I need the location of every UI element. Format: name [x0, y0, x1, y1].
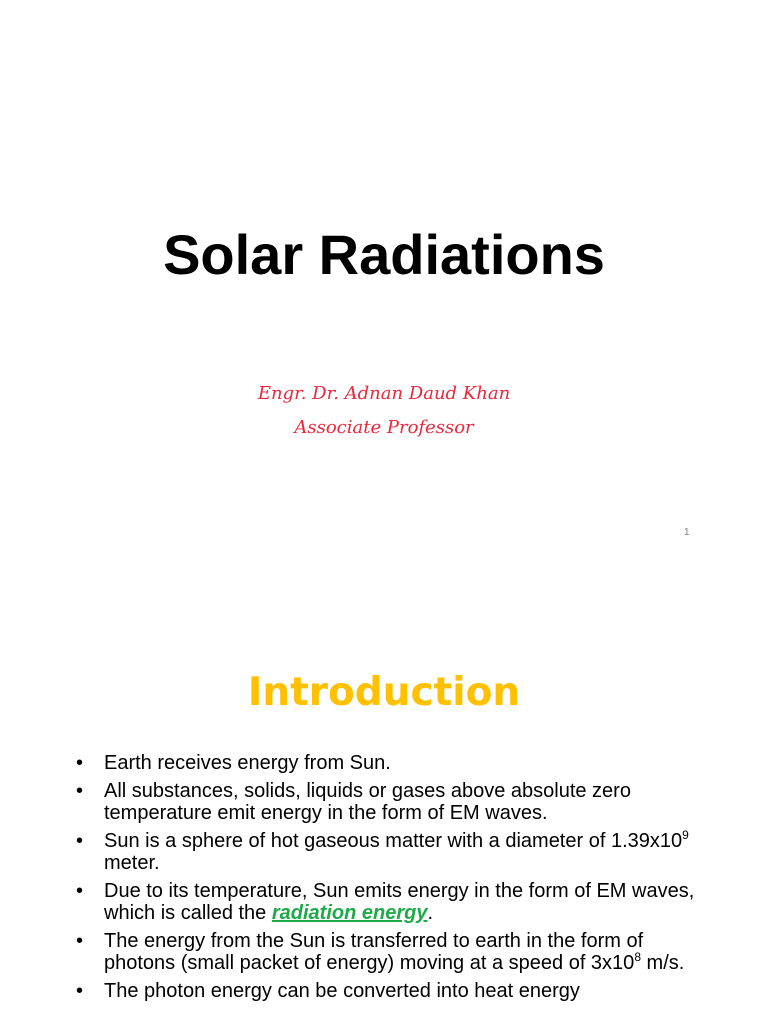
bullet-text: The energy from the Sun is transferred to earth in the form of photons (small packet of energy) moving at a speed of 3x10 — [104, 930, 644, 974]
bullet-text: The photon energy can be converted into heat energy — [104, 980, 580, 1002]
bullet-item — [76, 980, 716, 1002]
bullet-text: m/s. — [641, 952, 685, 974]
author-name: Engr. Dr. Adnan Daud Khan — [257, 383, 511, 404]
slide-title: Solar Radiations — [163, 223, 605, 286]
bullet-text: Sun is a sphere of hot gaseous matter with a diameter of 1.39x10 — [104, 830, 683, 852]
bullet-text: meter. — [104, 852, 160, 874]
bullet-text: . — [427, 902, 434, 924]
introduction-slide — [0, 576, 768, 1024]
bullet-text: All substances, solids, liquids or gases above absolute zero temperature emit energy in the form of EM waves. — [104, 780, 631, 824]
radiation-energy-link[interactable]: radiation energy — [271, 902, 428, 924]
superscript-exponent: 9 — [682, 828, 689, 842]
section-title: Introduction — [247, 670, 521, 715]
bullet-item — [76, 780, 716, 824]
bullet-item — [76, 752, 716, 774]
bullet-text: Earth receives energy from Sun. — [104, 752, 391, 774]
superscript-exponent: 8 — [634, 950, 641, 964]
bullet-list — [76, 752, 716, 1008]
page-number: 1 — [684, 527, 690, 538]
bullet-item — [76, 930, 716, 974]
bullet-item — [76, 830, 716, 874]
bullet-text: Due to its temperature, Sun emits energy in the form of EM waves, which is called the — [104, 880, 695, 924]
bullet-item — [76, 880, 716, 924]
author-role: Associate Professor — [294, 417, 474, 438]
